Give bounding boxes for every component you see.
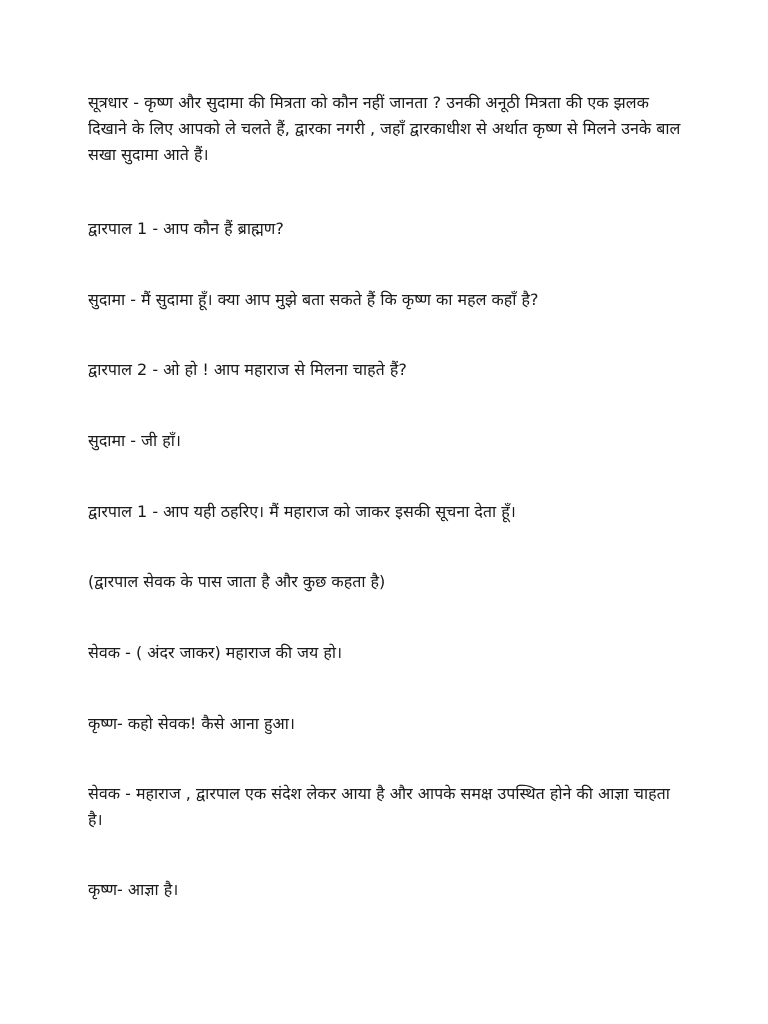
dialogue-line: सुदामा - मैं सुदामा हूँ। क्या आप मुझे बता सकते हैं कि कृष्ण का महल कहाँ है?	[88, 290, 539, 309]
dialogue-line: सेवक - महाराज , द्वारपाल एक संदेश लेकर आया है और आपके समक्ष उपस्थित होने की आज्ञा चाहता है।	[88, 784, 670, 829]
narrator-intro-paragraph: सूत्रधार - कृष्ण और सुदामा की मित्रता को कौन नहीं जानता ? उनकी अनूठी मित्रता की एक झलक दिखाने के लिए आपको ले चलते हैं, द्वारका नगरी , जहाँ द्वारकाधीश से अर्थात कृष्ण से मिलने उनके बाल सखा सुदामा आते हैं।	[88, 93, 681, 164]
dialogue-line: द्वारपाल 1 - आप यही ठहरिए। मैं महाराज को जाकर इसकी सूचना देता हूँ।	[88, 502, 516, 521]
dialogue-line: सुदामा - जी हाँ।	[88, 431, 181, 450]
dialogue-line: सेवक - ( अंदर जाकर) महाराज की जय हो।	[88, 643, 343, 662]
stage-direction: (द्वारपाल सेवक के पास जाता है और कुछ कहता है)	[88, 572, 386, 591]
dialogue-line: द्वारपाल 2 - ओ हो ! आप महाराज से मिलना चाहते हैं?	[88, 360, 407, 379]
dialogue-line: द्वारपाल 1 - आप कौन हैं ब्राह्मण?	[88, 219, 284, 238]
dialogue-line: कृष्ण- आज्ञा है।	[88, 880, 179, 899]
dialogue-line: कृष्ण- कहो सेवक! कैसे आना हुआ।	[88, 714, 295, 733]
